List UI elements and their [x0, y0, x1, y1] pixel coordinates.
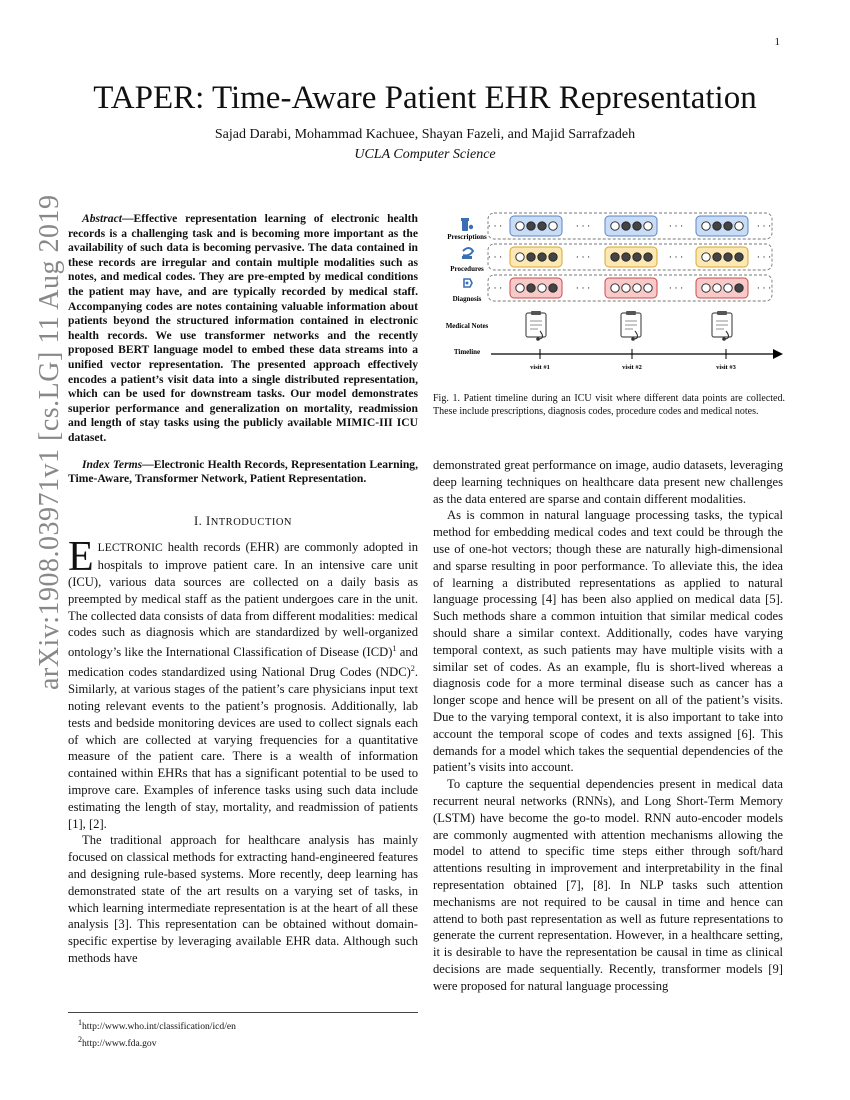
diagnosis-code-dot [538, 284, 546, 292]
procedure-icon [462, 248, 473, 259]
page-number: 1 [774, 36, 780, 48]
label-timeline: Timeline [453, 348, 481, 356]
index-terms [68, 458, 418, 487]
visit-ticks [530, 349, 736, 371]
drop-cap: E [68, 534, 94, 581]
prescriptions-code-dot [644, 222, 652, 230]
clipboard-stethoscope-icon [526, 311, 546, 341]
abstract [68, 212, 418, 446]
diagnosis-code-dot [702, 284, 710, 292]
clipboard-stethoscope-icon [621, 311, 641, 341]
intro-paragraph-2: The traditional approach for healthcare analysis has mainly focused on classical methods for extracting hand-engineered features and designing rule-based systems. More recently, deep learning has demonstrated state of the art results on a varying set of tasks, in which learning intermediate representation is at the heart of all these analysis [3]. This representation can be obtained without domain-specific expertise by leveraging available EHR data. Although such methods have [68, 833, 418, 965]
index-terms-label: Index Terms [82, 457, 143, 471]
diagnosis-code-dot [527, 284, 535, 292]
prescriptions-code-dot [702, 222, 710, 230]
footnote-2-text: http://www.fda.gov [82, 1038, 157, 1050]
label-medical-notes: Medical Notes [445, 322, 489, 330]
ellipsis: · · · [756, 253, 772, 263]
visit-label-1: visit #1 [530, 364, 550, 371]
intro-first-word: LECTRONIC [97, 541, 163, 555]
diagnosis-code-dot [516, 284, 524, 292]
procedures-code-dot [516, 253, 524, 261]
procedures-code-dot [611, 253, 619, 261]
code-boxes [488, 216, 771, 298]
prescriptions-code-dot [724, 222, 732, 230]
ellipsis: · · · [487, 222, 503, 232]
procedures-code-dot [702, 253, 710, 261]
footnote-2 [68, 1033, 418, 1050]
prescriptions-code-dot [527, 222, 535, 230]
procedures-code-dot [735, 253, 743, 261]
diagnosis-code-dot [713, 284, 721, 292]
figure-caption: Fig. 1. Patient timeline during an ICU visit where different data points are collected. These include prescriptions, diagnosis codes, procedure codes and medical notes. [433, 393, 785, 417]
ellipsis: · · · [575, 284, 591, 294]
prescription-icon [461, 218, 473, 231]
diagnosis-code-dot [735, 284, 743, 292]
section-number: I. [193, 513, 203, 528]
section-heading-introduction [68, 513, 418, 532]
procedures-code-dot [622, 253, 630, 261]
procedures-code-dot [633, 253, 641, 261]
figure-patient-timeline [433, 205, 788, 385]
procedures-code-dot [549, 253, 557, 261]
ellipsis: · · · [756, 284, 772, 294]
right-paragraph-1: demonstrated great performance on image, audio datasets, leveraging deep learning techniques on healthcare data present new challenges as the data entered are sparse and contain different modalities. [433, 458, 783, 506]
procedures-code-dot [527, 253, 535, 261]
paper-title: TAPER: Time-Aware Patient EHR Representation [93, 80, 757, 116]
ellipsis: · · · [668, 284, 684, 294]
prescriptions-code-dot [611, 222, 619, 230]
ellipsis: · · · [668, 222, 684, 232]
prescriptions-code-dot [735, 222, 743, 230]
ellipsis: · · · [487, 253, 503, 263]
left-column [68, 212, 418, 967]
ellipsis: · · · [668, 253, 684, 263]
footnote-1-mark: 1 [78, 1018, 82, 1027]
procedures-code-dot [713, 253, 721, 261]
procedures-code-dot [538, 253, 546, 261]
intro-paragraph-1 [68, 534, 418, 832]
footnote-marker-2: 2 [410, 664, 415, 674]
prescriptions-code-dot [622, 222, 630, 230]
visit-label-2: visit #2 [622, 364, 642, 371]
label-diagnosis: Diagnosis [452, 295, 482, 303]
footnote-1 [68, 1016, 418, 1033]
diagnosis-code-dot [644, 284, 652, 292]
medical-note-icons [526, 311, 732, 341]
paper-authors: Sajad Darabi, Mohammad Kachuee, Shayan Fazeli, and Majid Sarrafzadeh [214, 127, 636, 142]
prescriptions-code-dot [538, 222, 546, 230]
diagnosis-code-dot [724, 284, 732, 292]
diagnosis-icon [464, 279, 472, 287]
ellipsis: · · · [487, 284, 503, 294]
prescriptions-code-dot [713, 222, 721, 230]
footnote-1-text: http://www.who.int/classification/icd/en [82, 1021, 236, 1033]
prescriptions-code-dot [633, 222, 641, 230]
intro-text-c: . Similarly, at various stages of the patient’s care physicians input text noting relevant events to the patient’s prognosis. Additionally, lab tests and bedside monitoring devices are used to collect signals each of which are collected at varying frequencies for a quantitative measure of the patient care. There is a wealth of information contained within EHRs that has a significant potential to be used to improve care. Examples of inference tasks using such data include estimating the length of stay, mortality, and readmission of patients [1], [2]. [68, 665, 418, 831]
right-column [433, 457, 783, 995]
ellipsis: · · · [575, 253, 591, 263]
prescriptions-code-dot [516, 222, 524, 230]
ellipsis: · · · [756, 222, 772, 232]
intro-text-b: and medication codes standardized using National Drug Codes (NDC) [68, 645, 418, 680]
ellipsis: · · · [575, 222, 591, 232]
diagnosis-code-dot [611, 284, 619, 292]
index-terms-text: —Electronic Health Records, Representation Learning, Time-Aware, Transformer Network, Patient Representation. [68, 457, 418, 486]
footnote-2-mark: 2 [78, 1035, 82, 1045]
visit-label-3: visit #3 [716, 364, 736, 371]
arxiv-identifier: arXiv:1908.03971v1 [cs.LG] 11 Aug 2019 [34, 194, 65, 690]
right-paragraph-3: To capture the sequential dependencies present in medical data recurrent neural networks (RNNs), and Long Short-Term Memory (LSTM) have become the go-to model. RNN auto-encoder models are commonly augmented with attention mechanisms allowing the model to attend to specific time steps either through soft/hard attentions resulting in improvement and interpretability in the final representation obtained [7], [8]. In NLP tasks such attention mechanisms are not required to be causal in time and hence can attend to both past representation as well as future representations to generate the current representation. However, in a healthcare setting, it is desirable to have the representation be causal in time as clinical decisions are made sequentially. Recently, transformer models [9] were proposed for natural language processing [433, 777, 783, 993]
right-paragraph-2: As is common in natural language processing tasks, the typical method for embedding medical codes and text could be through the use of one-hot vectors; though these are naturally high-dimensional and sparse resulting in poor performance. To alleviate this, the idea of learning a distributed representations as applied to natural language processing [4] has been also applied on medical data [5]. Such methods share a common intuition that similar medical codes should share a similar context. Additionally, codes have varying temporal context, as such patients may have multiple visits with a similar set of codes. As an example, flu is short-lived whereas a diagnosis code for a more terminal disease such as cancer has a longer scope and hence will be present on all of the patient’s visits. Due to the varying temporal context, it is also important to take into account the temporal scope of codes and texts assigned [6]. This demands for a model which takes the sequential dependencies of the patient’s visits into account. [433, 508, 783, 775]
diagnosis-code-dot [622, 284, 630, 292]
abstract-label: Abstract [82, 212, 122, 225]
procedures-code-dot [644, 253, 652, 261]
abstract-text: —Effective representation learning of electronic health records is a challenging task and is becoming more important as the availability of such data is becoming pervasive. The data contained in these records are irregular and contain multiple modalities such as notes, and medical codes. They are pre-empted by medical conditions the patient may have, and are typically recorded by medical staff. Accompanying codes are notes containing valuable information about patients beyond the structured information contained in electronic health records. We use transformer networks and the recently proposed BERT language model to embed these data streams into a unified vector representation. The presented approach effectively encodes a patient’s visit data into a single distributed representation, which can be used for downstream tasks. Our model demonstrates superior performance and generalization on mortality, readmission and length of stay tasks using the publicly available MIMIC-III ICU dataset. [68, 212, 418, 444]
footnotes [68, 1012, 418, 1050]
timeline-arrow [773, 349, 783, 359]
diagnosis-code-dot [549, 284, 557, 292]
diagnosis-code-dot [633, 284, 641, 292]
section-title-initial: I [205, 513, 211, 528]
procedures-code-dot [724, 253, 732, 261]
paper-affiliation: UCLA Computer Science [354, 147, 496, 162]
label-procedures: Procedures [450, 265, 484, 273]
label-prescriptions: Prescriptions [447, 233, 487, 241]
section-title-rest: NTRODUCTION [210, 516, 293, 528]
clipboard-stethoscope-icon [712, 311, 732, 341]
footnote-marker-1: 1 [392, 644, 397, 654]
prescriptions-code-dot [549, 222, 557, 230]
intro-text-a: health records (EHR) are commonly adopted in hospitals to improve patient care. In an intensive care unit (ICU), various data sources are collected on a daily basis as preempted by medical staff as the patient undergoes care in the unit. The collected data consists of data from different modalities: medical codes such as diagnosis which are standardized by well-organized ontology’s like the International Classification of Disease (ICD) [68, 540, 418, 660]
